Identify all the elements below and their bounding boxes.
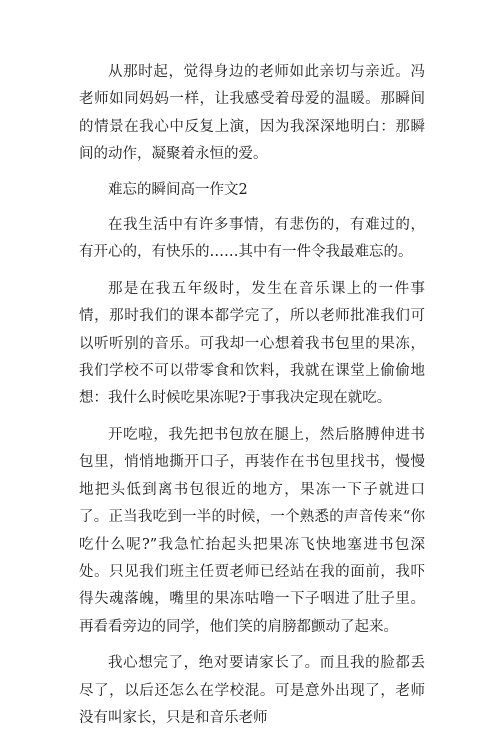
paragraph-4: 开吃啦，我先把书包放在腿上，然后胳膊伸进书包里，悄悄地撕开口子，再装作在书包里找书，慢慢地把头低到离书包很近的地方，果冻一下子就进口了。正当我吃到一半的时候，一个熟悉的声音传来“你吃什么呢?”我急忙抬起头把果冻飞快地塞进书包深处。只见我们班主任贾老师已经站在我的面前，我吓得失魂落魄，嘴里的果冻咕噜一下子咽进了肚子里。再看看旁边的同学，他们笑的肩膀都颤动了起来。 (79, 426, 425, 635)
article-body (79, 59, 425, 732)
section-heading: 难忘的瞬间高一作文2 (108, 181, 248, 198)
paragraph-3: 那是在我五年级时，发生在音乐课上的一件事情，那时我们的课本都学完了，所以老师批准我们可以听听别的音乐。可我却一心想着我书包里的果冻，我们学校不可以带零食和饮料，我就在课堂上偷偷地想：我什么时候吃果冻呢?于事我决定现在就吃。 (79, 280, 425, 407)
paragraph-5: 我心想完了，绝对要请家长了。而且我的脸都丢尽了，以后还怎么在学校混。可是意外出现了，老师没有叫家长，只是和音乐老师 (79, 655, 425, 726)
paragraph-1: 从那时起，觉得身边的老师如此亲切与亲近。冯老师如同妈妈一样，让我感受着母爱的温暖。那瞬间的情景在我心中反复上演，因为我深深地明白：那瞬间的动作，凝聚着永恒的爱。 (79, 64, 425, 163)
paragraph-2: 在我生活中有许多事情，有悲伤的，有难过的，有开心的，有快乐的……其中有一件令我最难忘的。 (79, 217, 425, 261)
